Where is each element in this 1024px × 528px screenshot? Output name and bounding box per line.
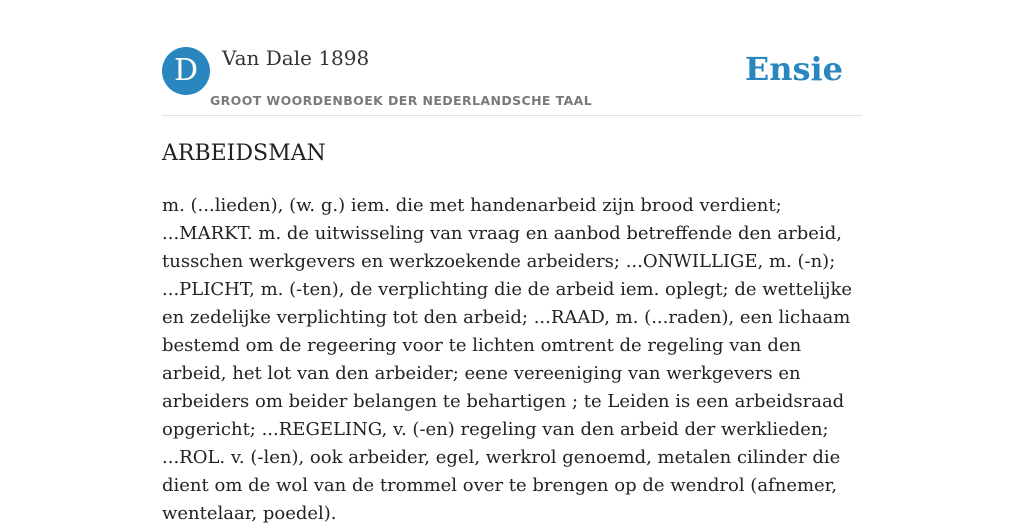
entry-card (162, 0, 862, 524)
entry-headword: ARBEIDSMAN (162, 141, 326, 166)
source-avatar[interactable]: D (162, 47, 210, 95)
source-subtitle: GROOT WOORDENBOEK DER NEDERLANDSCHE TAAL (210, 93, 593, 108)
source-title[interactable]: Van Dale 1898 (222, 46, 370, 70)
ensie-logo[interactable]: Ensie (744, 50, 843, 88)
source-header (162, 0, 862, 116)
entry-definition: m. (...lieden), (w. g.) iem. die met handenarbeid zijn brood verdient; ...MARKT. m. de uitwisseling van vraag en aanbod betreffende den arbeid, tusschen werkgevers en werkzoekende arbeiders; ...ONWILLIGE, m. (-n); ...PLICHT, m. (-ten), de verplichting die de arbeid iem. oplegt; de wettelijke en zedelijke verplichting tot den arbeid; ...RAAD, m. (...raden), een lichaam bestemd om de regeering voor te lichten omtrent de regeling van den arbeid, het lot van den arbeider; eene vereeniging van werkgevers en arbeiders om beider belangen te behartigen ; te Leiden is een arbeidsraad opgericht; ...REGELING, v. (-en) regeling van den arbeid der werklieden; ...ROL. v. (-len), ook arbeider, egel, werkrol genoemd, metalen cilinder die dient om de wol van de trommel over te brengen op de wendrol (afnemer, wentelaar, poedel). (162, 195, 853, 524)
